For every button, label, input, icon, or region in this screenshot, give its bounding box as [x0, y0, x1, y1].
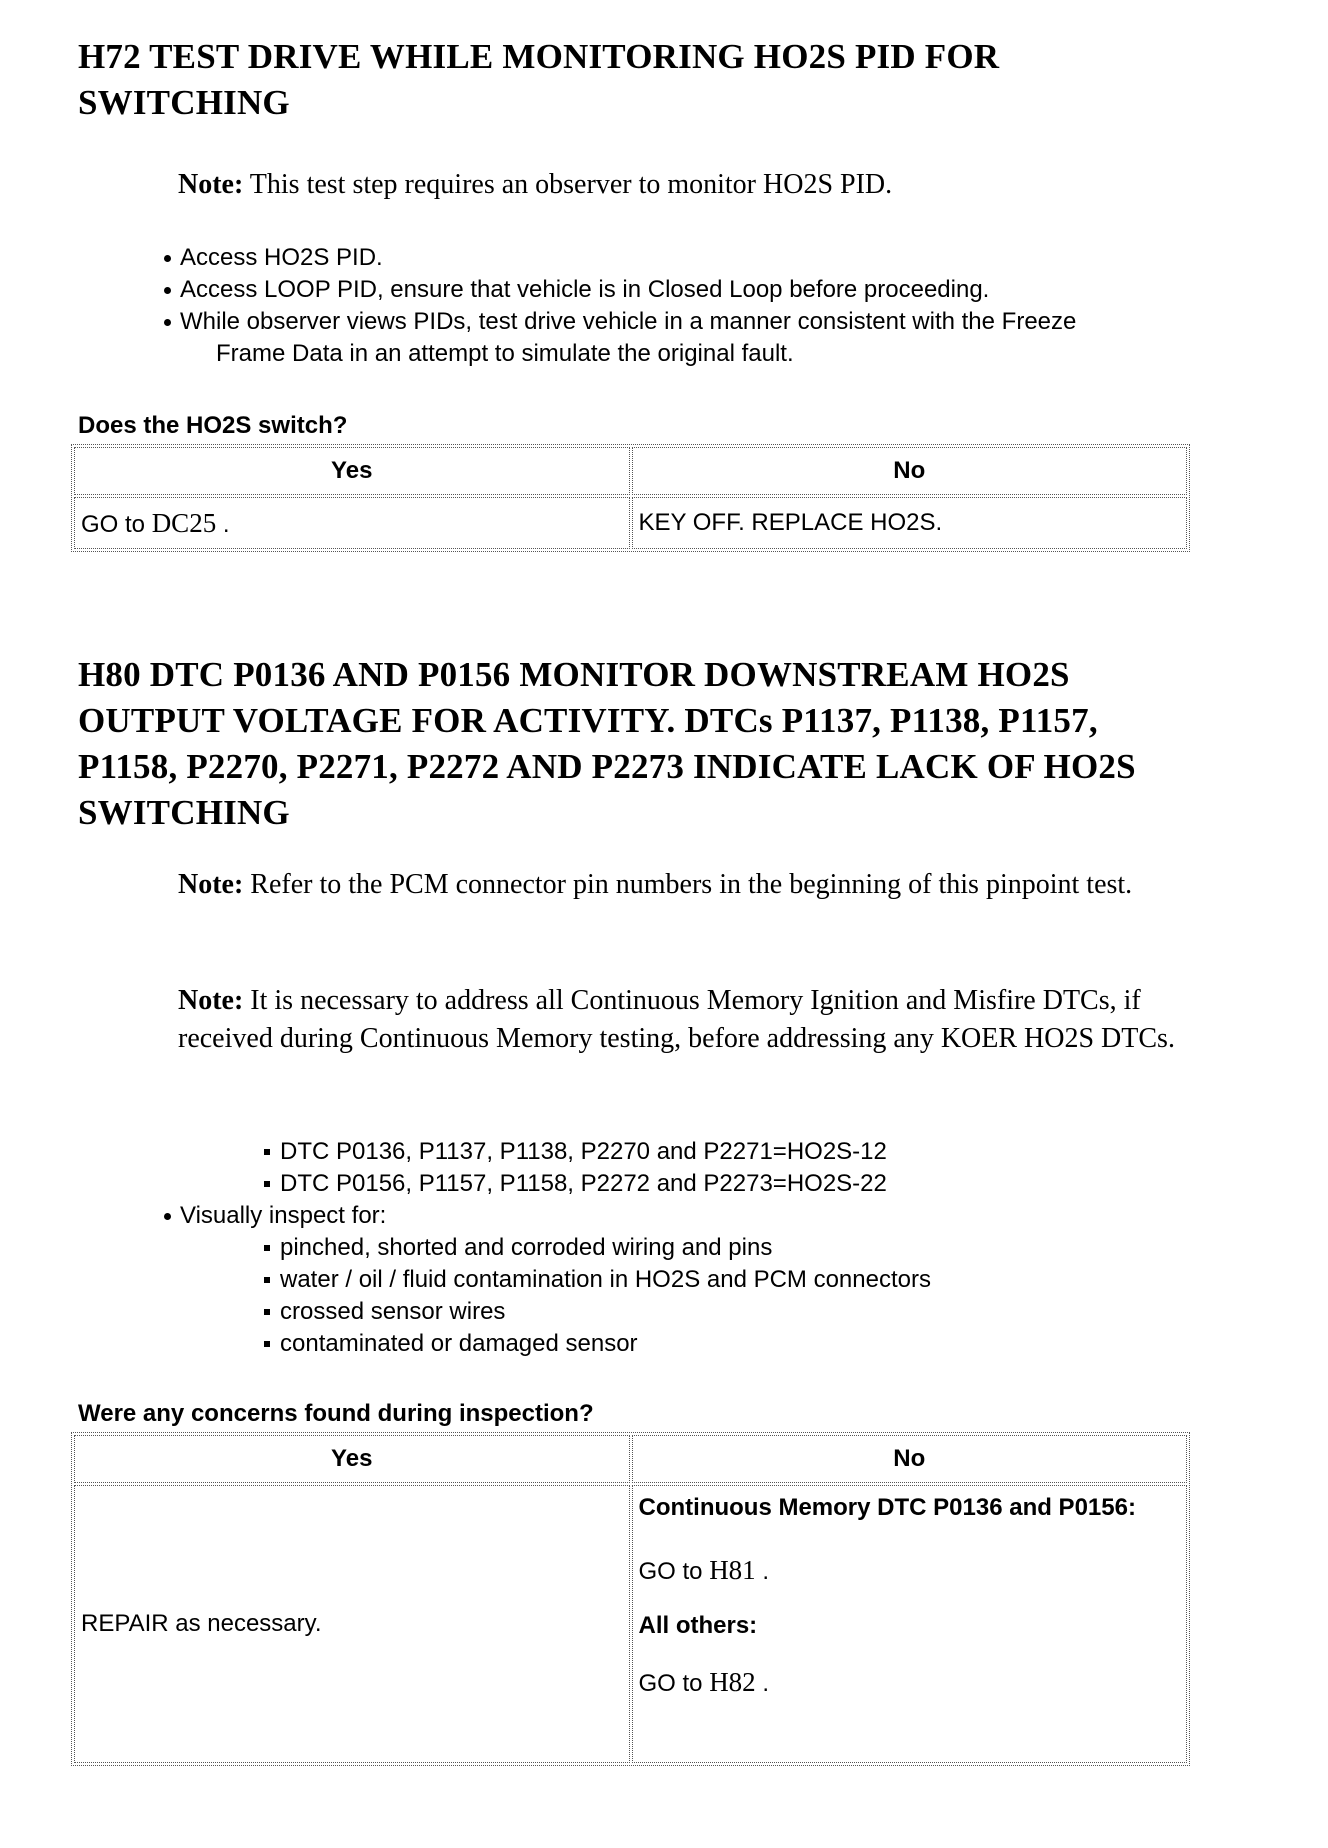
h80-title: H80 DTC P0136 AND P0156 MONITOR DOWNSTREAM HO2S OUTPUT VOLTAGE FOR ACTIVITY. DTCs P1137, P1138, P1157, P1158, P2270, P2271, P2272 AND P2273 INDICATE LACK OF HO2S SWITCHING [78, 655, 1136, 832]
list-item: While observer views PIDs, test drive vehicle in a manner consistent with the Freeze Frame Data in an attempt to simulate the original fault. [162, 306, 1222, 370]
h72-note [178, 166, 1258, 204]
yes-cell: REPAIR as necessary. [74, 1485, 630, 1763]
inspect-items [262, 1232, 1162, 1360]
no-block1-title: Continuous Memory DTC P0136 and P0156: [638, 1494, 1136, 1521]
list-item: Access LOOP PID, ensure that vehicle is in Closed Loop before proceeding. [162, 274, 1222, 306]
list-item: DTC P0156, P1157, P1158, P2272 and P2273=HO2S-22 [262, 1168, 1162, 1200]
h72-step-list [162, 242, 1222, 370]
note-text: It is necessary to address all Continuous Memory Ignition and Misfire DTCs, if received during Continuous Memory testing, before addressing any KOER HO2S DTCs. [178, 985, 1175, 1054]
list-item: Access HO2S PID. [162, 242, 1222, 274]
note-label: Note: [178, 869, 244, 900]
h72-title-line2: SWITCHING [78, 83, 290, 122]
inspect-list [162, 1200, 1062, 1232]
link-dc25[interactable]: DC25 [151, 507, 217, 538]
link-h82[interactable]: H82 [709, 1667, 756, 1697]
yes-cell: GO to DC25 . [74, 497, 630, 549]
list-item: DTC P0136, P1137, P1138, P2270 and P2271=HO2S-12 [262, 1136, 1162, 1168]
no-block1-action: GO to H81 . [638, 1555, 770, 1585]
no-header: No [632, 1435, 1188, 1483]
list-item: Visually inspect for: [162, 1200, 1062, 1232]
dtc-list [262, 1136, 1162, 1200]
no-cell [632, 1485, 1188, 1763]
h72-title [78, 34, 999, 126]
note-text: Refer to the PCM connector pin numbers in the beginning of this pinpoint test. [243, 869, 1133, 900]
no-block2-title: All others: [638, 1612, 758, 1639]
h80-note2 [178, 982, 1228, 1058]
no-block2-action: GO to H82 . [638, 1667, 770, 1697]
link-h81[interactable]: H81 [709, 1555, 756, 1585]
list-item-continuation: Frame Data in an attempt to simulate the original fault. [216, 340, 794, 367]
list-item: crossed sensor wires [262, 1296, 1162, 1328]
h72-title-line1: H72 TEST DRIVE WHILE MONITORING HO2S PID FOR [78, 37, 1000, 76]
h80-decision-table [71, 1432, 1190, 1766]
list-item: pinched, shorted and corroded wiring and pins [262, 1232, 1162, 1264]
no-cell: KEY OFF. REPLACE HO2S. [632, 497, 1188, 549]
note-label: Note: [178, 169, 244, 200]
yes-header: Yes [74, 447, 630, 495]
list-item: water / oil / fluid contamination in HO2S and PCM connectors [262, 1264, 1162, 1296]
note-text: This test step requires an observer to monitor HO2S PID. [243, 169, 893, 200]
no-header: No [632, 447, 1188, 495]
yes-header: Yes [74, 1435, 630, 1483]
h72-question: Does the HO2S switch? [78, 412, 348, 439]
h80-question: Were any concerns found during inspection? [78, 1400, 594, 1427]
h80-note1 [178, 866, 1258, 904]
h72-decision-table [71, 444, 1190, 552]
list-item: contaminated or damaged sensor [262, 1328, 1162, 1360]
note-label: Note: [178, 985, 244, 1016]
